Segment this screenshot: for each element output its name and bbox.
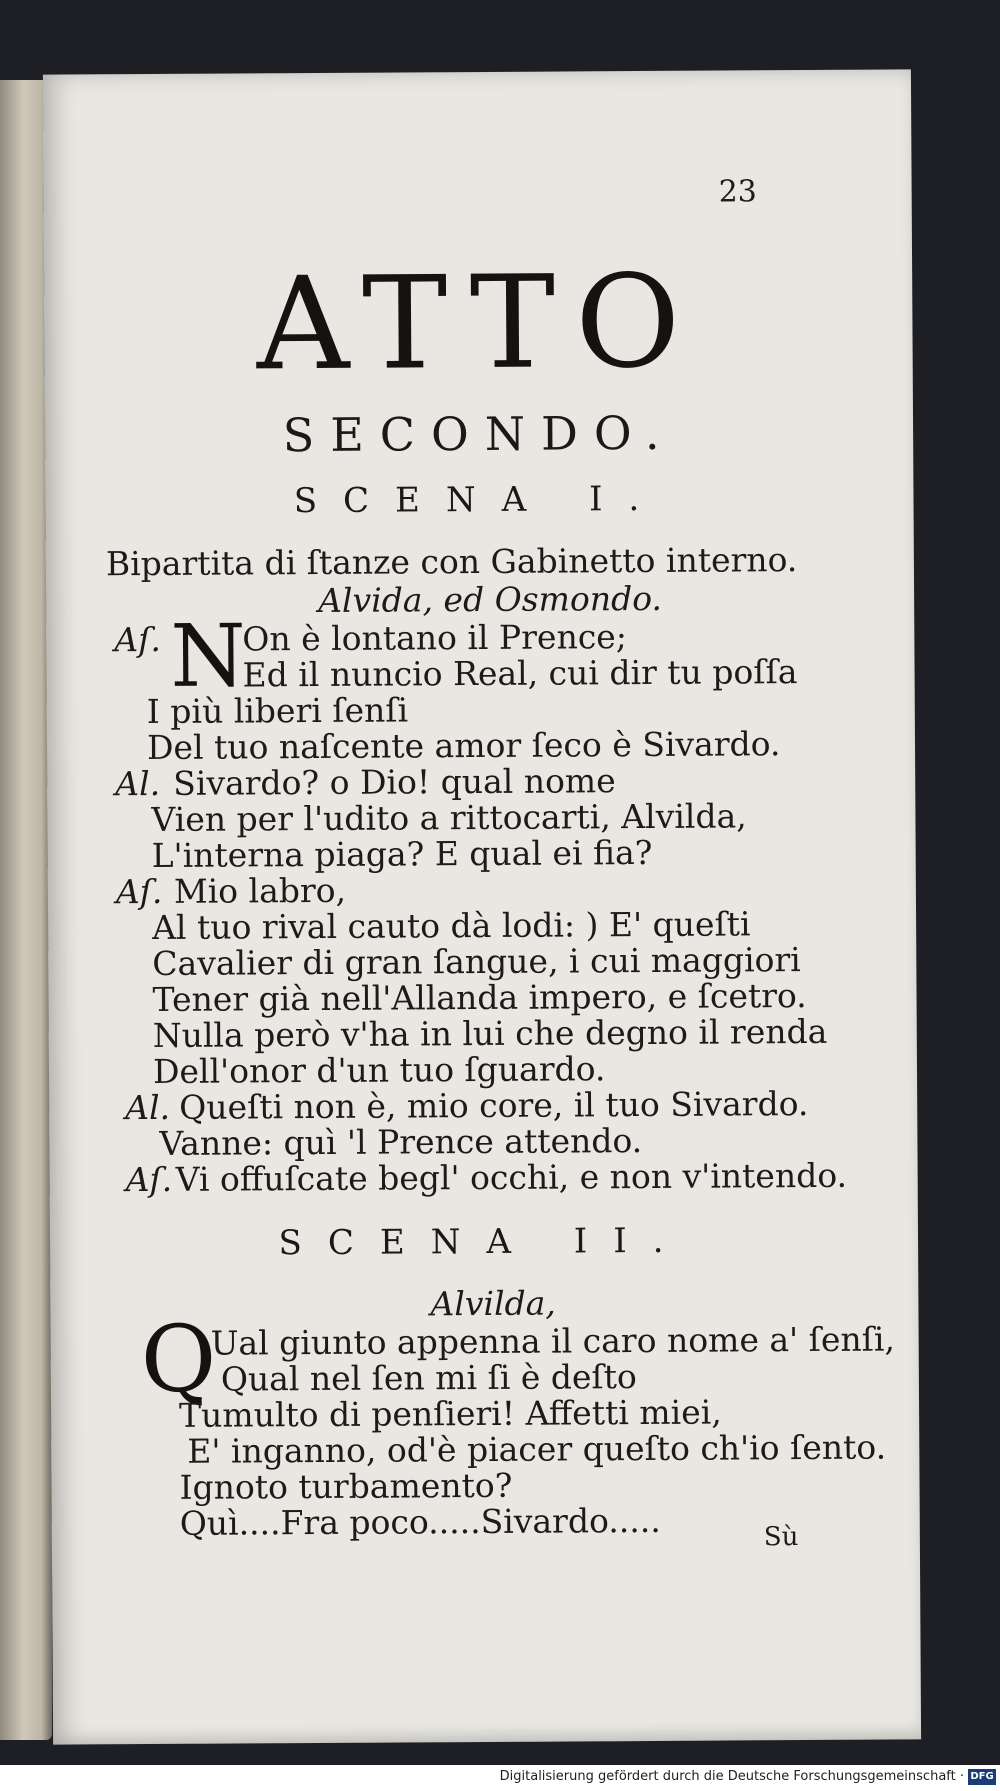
verse-line: Al tuo rival cauto dà lodi: ) E' queſti <box>152 904 751 948</box>
verse-line: Quì....Fra poco.....Sivardo..... <box>179 1500 661 1543</box>
scene-1-heading: SCENA I. <box>293 478 666 522</box>
speaker-label: Aſ. <box>115 871 163 912</box>
catchword: Sù <box>763 1522 799 1553</box>
verse-line: On è lontano il Prence; <box>242 617 628 659</box>
speaker-label: Al. <box>125 1087 171 1128</box>
page-number: 23 <box>718 174 757 210</box>
verse-line: Ed il nuncio Real, cui dir tu poſſa <box>242 652 798 695</box>
verse-line: Ignoto turbamento? <box>179 1465 513 1507</box>
verse-line: I più liberi ſenſi <box>146 690 409 732</box>
drop-cap: Q <box>140 1305 217 1414</box>
speaker-label: Al. <box>115 763 161 804</box>
verse-line: L'interna piaga? E qual ei fia? <box>151 832 653 876</box>
verse-line: Ual giunto appenna il caro nome a' ſenſi, <box>210 1319 896 1363</box>
verse-line: Tener già nell'Allanda impero, e ſcetro. <box>152 976 807 1020</box>
verse-line: Vanne: quì 'l Prence attendo. <box>159 1121 643 1163</box>
footer-credit: Digitalisierung gefördert durch die Deutsche Forschungsgemeinschaft · <box>499 1769 964 1784</box>
act-subtitle: SECONDO. <box>282 405 676 463</box>
dfg-logo: DFG <box>968 1769 996 1785</box>
verse-line: E' inganno, od'è piacer queſto ch'io ſento. <box>187 1427 887 1471</box>
book-page <box>43 69 921 1744</box>
drop-cap: N <box>170 606 247 707</box>
verse-line: Queſti non è, mio core, il tuo Sivardo. <box>179 1084 809 1127</box>
verse-line: Qual nel ſen mi ſi è deſto <box>220 1357 637 1399</box>
verse-line: Vien per l'udito a rittocarti, Alvilda, <box>151 796 747 840</box>
verse-line: Dell'onor d'un tuo ſguardo. <box>152 1049 606 1092</box>
verse-line: Nulla però v'ha in lui che degno il renda <box>152 1011 828 1056</box>
verse-line: Mio labro, <box>173 870 347 911</box>
act-title: ATTO <box>256 247 701 400</box>
scene-1-characters: Alvida, ed Osmondo. <box>318 578 663 620</box>
verse-line: Vi offuſcate begl' occhi, e non v'intendo. <box>175 1155 848 1199</box>
speaker-label: Aſ. <box>114 619 162 660</box>
scene-2-character: Alvilda, <box>430 1283 556 1324</box>
speaker-label: Aſ. <box>125 1159 173 1200</box>
stage-direction: Bipartita di ſtanze con Gabinetto interno. <box>105 540 798 584</box>
verse-line: Cavalier di gran ſangue, i cui maggiori <box>152 940 801 984</box>
digitization-footer <box>0 1765 1000 1791</box>
verse-line: Sivardo? o Dio! qual nome <box>173 761 616 803</box>
verse-line: Del tuo naſcente amor ſeco è Sivardo. <box>146 724 781 768</box>
scene-2-heading: SCENA II. <box>278 1220 690 1264</box>
verse-line: Tumulto di penſieri! Affetti miei, <box>178 1392 722 1435</box>
